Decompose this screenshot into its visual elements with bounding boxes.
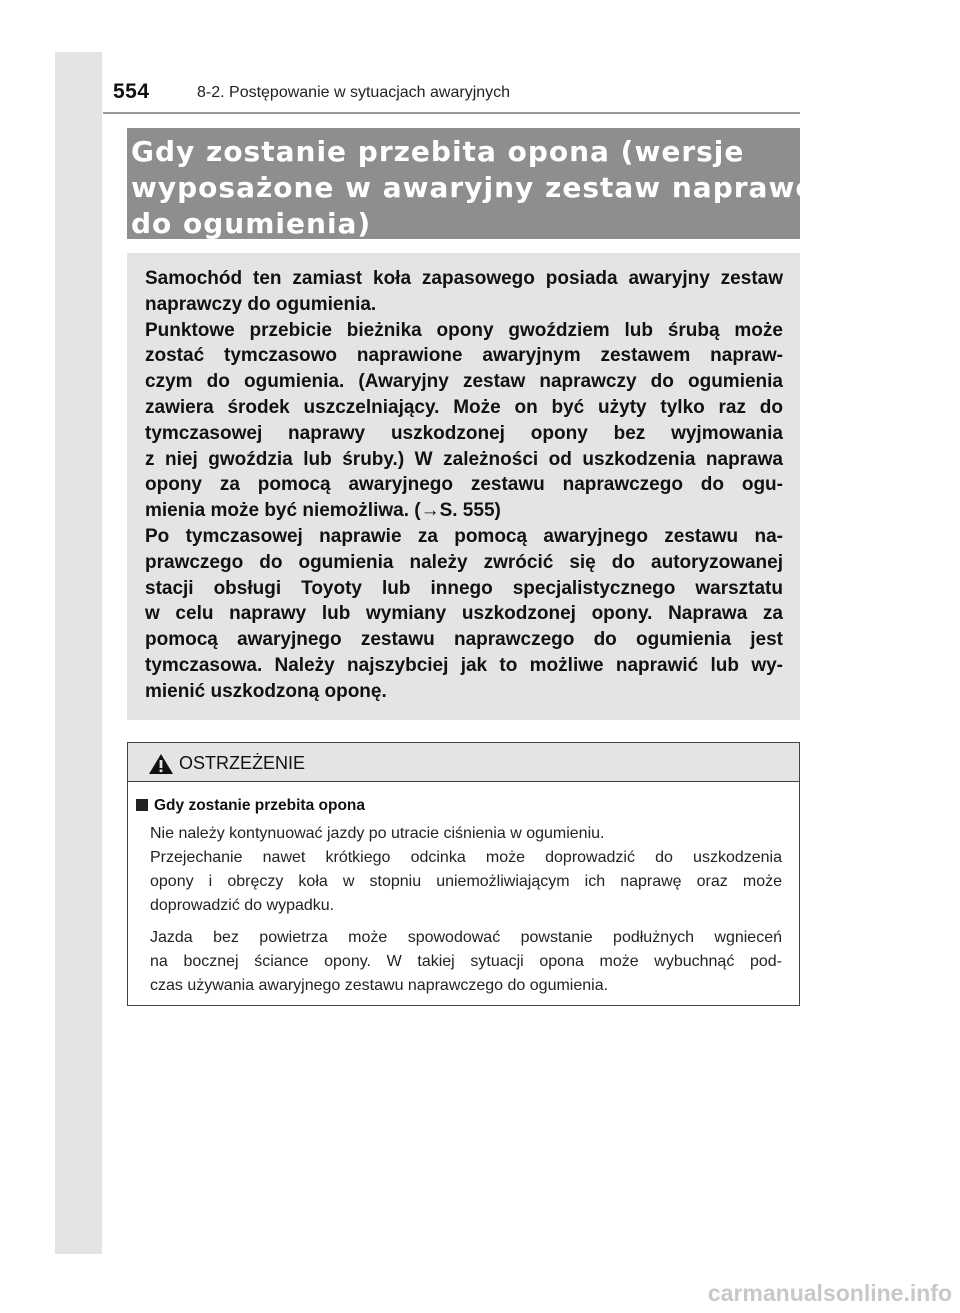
- warning-line: doprowadzić do wypadku.: [150, 897, 335, 914]
- warning-line: Jazda bez powietrza może spowodować powstanie podłużnych wgnieceń: [150, 929, 782, 946]
- square-bullet-icon: [136, 799, 148, 811]
- summary-line: tymczasowa. Należy najszybciej jak to możliwe naprawić lub wy-: [145, 654, 783, 676]
- warning-paragraph: [136, 822, 782, 918]
- chapter-title: 8-2. Postępowanie w sytuacjach awaryjnych: [197, 84, 511, 101]
- section-title-line: wyposażone w awaryjny zestaw naprawczy: [131, 171, 850, 204]
- summary-line: opony za pomocą awaryjnego zestawu naprawczego do ogu-: [145, 474, 783, 496]
- summary-line: naprawczy do ogumienia.: [145, 293, 377, 315]
- summary-line: tymczasowej naprawy uszkodzonej opony bez wyjmowania: [145, 422, 783, 444]
- warning-header: [128, 743, 799, 782]
- summary-line: z niej gwoździa lub śruby.) W zależności od uszkodzenia naprawa: [145, 448, 783, 470]
- warning-line: opony i obręczy koła w stopniu uniemożliwiającym ich naprawę oraz może: [150, 873, 782, 890]
- section-title: [127, 128, 850, 240]
- section-title-line: Gdy zostanie przebita opona (wersje: [131, 135, 745, 168]
- warning-line: na bocznej ściance opony. W takiej sytuacji opona może wybuchnąć pod-: [150, 953, 782, 970]
- warning-triangle-icon: [148, 753, 174, 775]
- header-divider: [103, 112, 800, 114]
- warning-subheading-text: Gdy zostanie przebita opona: [154, 797, 365, 814]
- summary-line: prawczego do ogumienia należy zwrócić się do autoryzowanej: [145, 551, 783, 573]
- summary-line: mienić uszkodzoną oponę.: [145, 680, 387, 702]
- watermark: carmanualsonline.info: [707, 1280, 952, 1306]
- warning-subheading: [136, 794, 782, 818]
- summary-line: Po tymczasowej naprawie za pomocą awaryjnego zestawu na-: [145, 525, 783, 547]
- warning-box: [127, 742, 800, 1006]
- warning-paragraph: [136, 926, 782, 998]
- summary-box: [127, 253, 800, 720]
- summary-line: w celu naprawy lub wymiany uszkodzonej opony. Naprawa za: [145, 603, 783, 625]
- summary-line: Punktowe przebicie bieżnika opony gwoździem lub śrubą może: [145, 319, 783, 341]
- warning-line: Nie należy kontynuować jazdy po utracie ciśnienia w ogumieniu.: [150, 825, 605, 842]
- summary-line: Samochód ten zamiast koła zapasowego posiada awaryjny zestaw: [145, 268, 783, 289]
- page-number: 554: [113, 80, 150, 103]
- summary-line: mienia może być niemożliwa. (→S. 555): [145, 500, 501, 522]
- section-title-line: do ogumienia): [131, 207, 372, 240]
- summary-line: czym do ogumienia. (Awaryjny zestaw naprawczy do ogumienia: [145, 371, 783, 393]
- warning-label: OSTRZEŻENIE: [179, 753, 306, 773]
- warning-line: czas używania awaryjnego zestawu naprawczego do ogumienia.: [150, 977, 609, 994]
- summary-line: pomocą awaryjnego zestawu naprawczego do ogumienia jest: [145, 629, 783, 651]
- warning-body: [128, 782, 799, 998]
- summary-line: zostać tymczasowo naprawione awaryjnym zestawem napraw-: [145, 345, 783, 367]
- summary-line: zawiera środek uszczelniający. Może on być użyty tylko raz do: [145, 396, 783, 418]
- warning-line: Przejechanie nawet krótkiego odcinka może doprowadzić do uszkodzenia: [150, 849, 782, 866]
- summary-line: stacji obsługi Toyoty lub innego specjalistycznego warsztatu: [145, 577, 783, 599]
- side-tab-bar: [55, 52, 102, 1254]
